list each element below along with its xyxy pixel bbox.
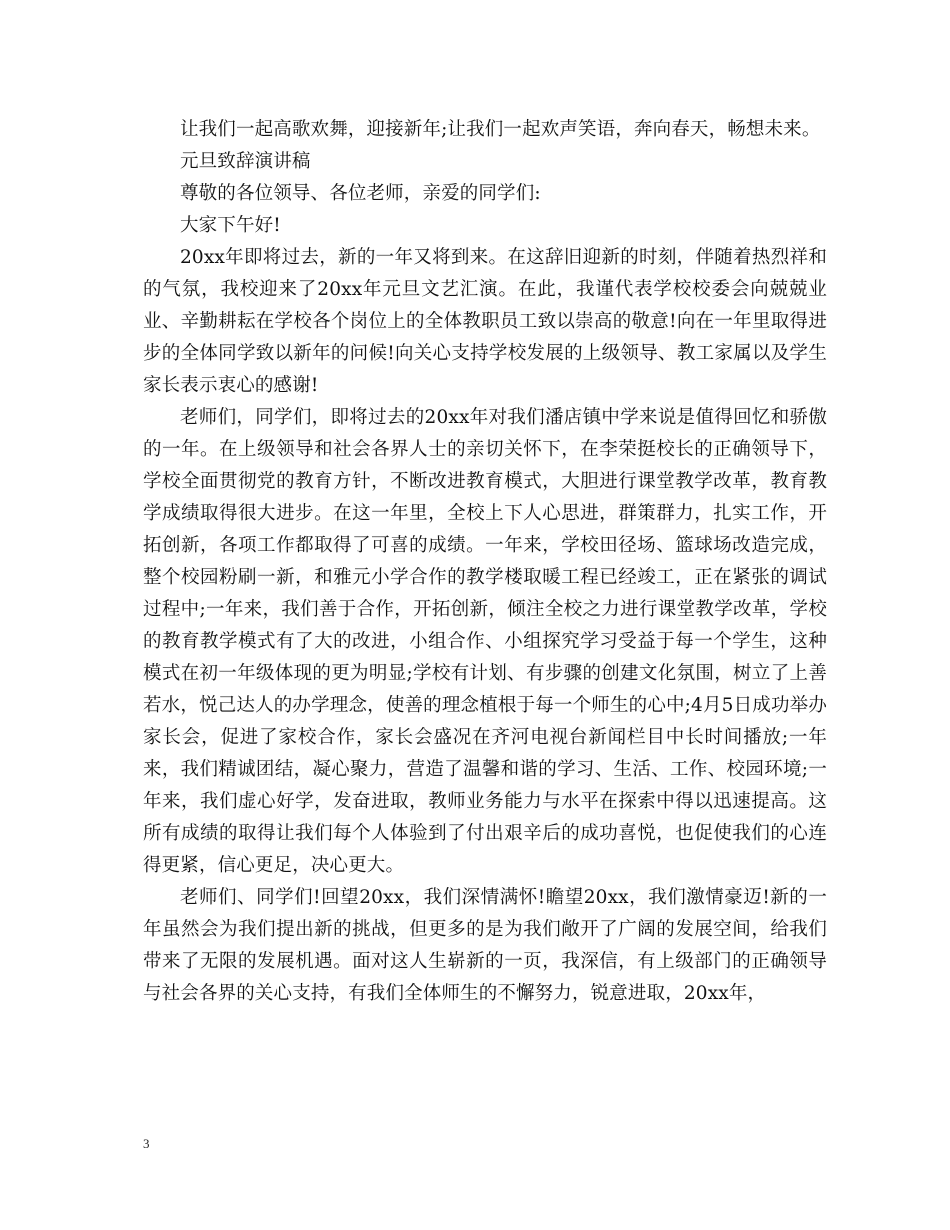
greeting-paragraph: 大家下午好! [180,215,281,236]
speech-title: 元旦致辞演讲稿 [180,151,311,172]
page-number: 3 [143,1136,150,1151]
body-paragraph: 老师们，同学们，即将过去的20xx年对我们潘店镇中学来说是值得回忆和骄傲的一年。在上级领导和社会各界人士的亲切关怀下，在李荣挺校长的正确领导下，学校全面贯彻党的教育方针，不断改进教育模式，大胆进行课堂教学改革，教育教学成绩取得很大进步。在这一年里，全校上下人心思进，群策群力，扎实工作，开拓创新，各项工作都取得了可喜的成绩。一年来，学校田径场、篮球场改造完成，整个校园粉刷一新，和雅元小学合作的教学楼取暖工程已经竣工，正在紧张的调试过程中;一年来，我们善于合作，开拓创新，倾注全校之力进行课堂教学改革，学校的教育教学模式有了大的改进，小组合作、小组探究学习受益于每一个学生，这种模式在初一年级体现的更为明显;学校有计划、有步骤的创建文化氛围，树立了上善若水，悦己达人的办学理念，使善的理念植根于每一个师生的心中;4月5日成功举办家长会，促进了家校合作，家长会盛况在齐河电视台新闻栏目中长时间播放;一年来，我们精诚团结，凝心聚力，营造了温馨和谐的学习、生活、工作、校园环境;一年来，我们虚心好学，发奋进取，教师业务能力与水平在探索中得以迅速提高。这所有成绩的取得让我们每个人体验到了付出艰辛后的成功喜悦，也促使我们的心连得更紧，信心更足，决心更大。 [143,407,827,876]
body-paragraph: 20xx年即将过去，新的一年又将到来。在这辞旧迎新的时刻，伴随着热烈祥和的气氛，我校迎来了20xx年元旦文艺汇演。在此，我谨代表学校校委会向兢兢业业、辛勤耕耘在学校各个岗位上的全体教职员工致以崇高的敬意!向在一年里取得进步的全体同学致以新年的问候!向关心支持学校发展的上级领导、教工家属以及学生家长表示衷心的感谢! [143,247,827,396]
body-paragraph: 老师们、同学们!回望20xx，我们深情满怀!瞻望20xx，我们激情豪迈!新的一年虽然会为我们提出新的挑战，但更多的是为我们敞开了广阔的发展空间，给我们带来了无限的发展机遇。面对这人生崭新的一页，我深信，有上级部门的正确领导与社会各界的关心支持，有我们全体师生的不懈努力，锐意进取，20xx年， [143,887,827,1004]
salutation-paragraph: 尊敬的各位领导、各位老师，亲爱的同学们: [180,183,541,204]
document-body [143,114,827,1010]
closing-line-paragraph: 让我们一起高歌欢舞，迎接新年;让我们一起欢声笑语，奔向春天，畅想未来。 [180,119,821,140]
